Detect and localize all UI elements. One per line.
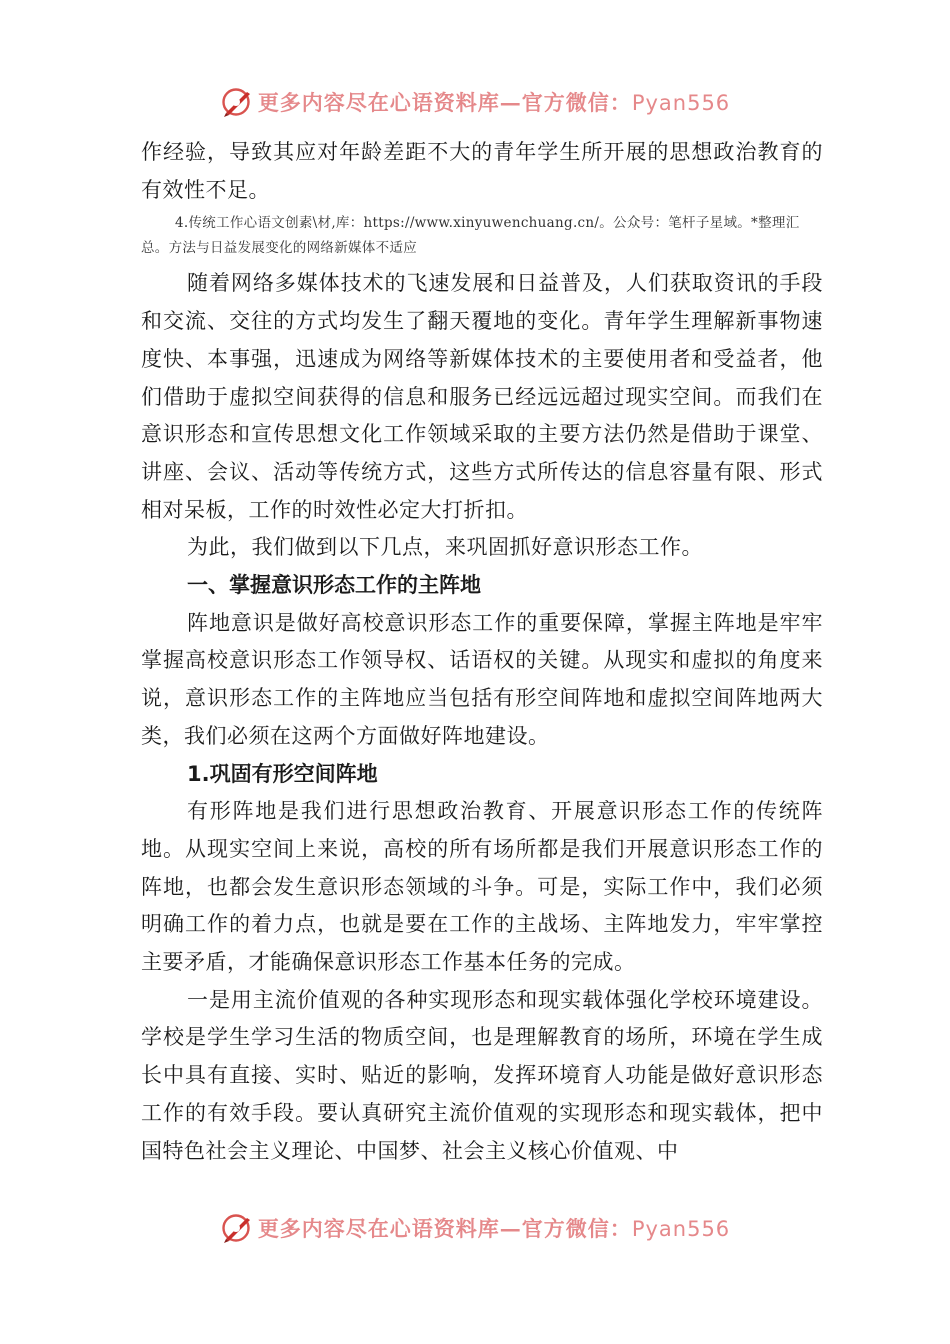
section-note: 4.传统工作心语文创素\材,库：https://www.xinyuwenchuang.cn/。公众号：笔杆子星域。*整理汇总。方法与日益发展变化的网络新媒体不适应 xyxy=(141,215,800,257)
pen-circle-icon xyxy=(220,85,254,119)
document-body xyxy=(141,134,823,1170)
paragraph-physical-position: 有形阵地是我们进行思想政治教育、开展意识形态工作的传统阵地。从现实空间上来说，高校的所有场所都是我们开展意识形态工作的阵地，也都会发生意识形态领域的斗争。可是，实际工作中，我们必须明确工作的着力点，也就是要在工作的主战场、主阵地发力，牢牢掌控主要矛盾，才能确保意识形态工作基本任务的完成。 xyxy=(141,799,823,975)
header-banner-main: 更多内容尽在心语资料库—官方微信： xyxy=(257,90,632,115)
paragraph-network-media: 随着网络多媒体技术的飞速发展和日益普及，人们获取资讯的手段和交流、交往的方式均发生了翻天覆地的变化。青年学生理解新事物速度快、本事强，迅速成为网络等新媒体技术的主要使用者和受益者，他们借助于虚拟空间获得的信息和服务已经远远超过现实空间。而我们在意识形态和宣传思想文化工作领域采取的主要方法仍然是借助于课堂、讲座、会议、活动等传统方式，这些方式所传达的信息容量有限、形式相对呆板，工作的时效性必定大打折扣。 xyxy=(141,271,823,522)
header-banner xyxy=(0,82,950,122)
footer-banner-text xyxy=(258,1213,730,1243)
paragraph-continued: 作经验，导致其应对年龄差距不大的青年学生所开展的思想政治教育的有效性不足。 xyxy=(141,140,823,202)
header-banner-wechat: Pyan556 xyxy=(631,91,731,115)
footer-banner xyxy=(0,1208,950,1248)
paragraph-transition: 为此，我们做到以下几点，来巩固抓好意识形态工作。 xyxy=(187,535,703,560)
heading-physical-space: 1.巩固有形空间阵地 xyxy=(187,761,378,786)
paragraph-campus-environment: 一是用主流价值观的各种实现形态和现实载体强化学校环境建设。学校是学生学习生活的物质空间，也是理解教育的场所，环境在学生成长中具有直接、实时、贴近的影响，发挥环境育人功能是做好意识形态工作的有效手段。要认真研究主流价值观的实现形态和现实载体，把中国特色社会主义理论、中国梦、社会主义核心价值观、中 xyxy=(141,987,823,1163)
pen-circle-icon xyxy=(220,1211,254,1245)
paragraph-position-awareness: 阵地意识是做好高校意识形态工作的重要保障，掌握主阵地是牢牢掌握高校意识形态工作领导权、话语权的关键。从现实和虚拟的角度来说，意识形态工作的主阵地应当包括有形空间阵地和虚拟空间阵地两大类，我们必须在这两个方面做好阵地建设。 xyxy=(141,610,823,748)
footer-banner-wechat: Pyan556 xyxy=(631,1217,731,1241)
header-banner-text xyxy=(258,87,730,117)
heading-main-position: 一、掌握意识形态工作的主阵地 xyxy=(187,573,481,598)
footer-banner-main: 更多内容尽在心语资料库—官方微信： xyxy=(257,1216,632,1241)
